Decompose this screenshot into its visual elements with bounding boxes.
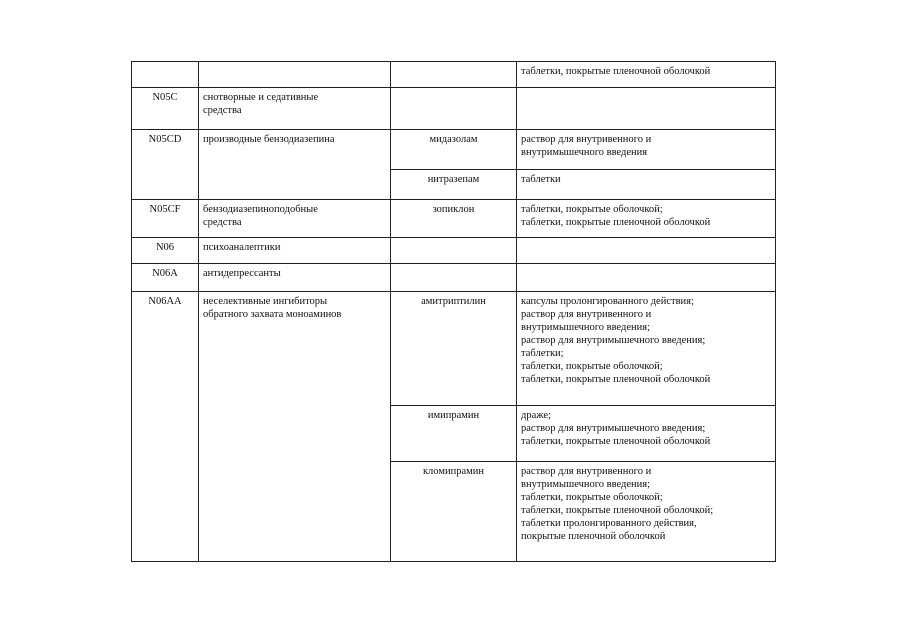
- drug-name-cell: [391, 238, 517, 264]
- group-cell: бензодиазепиноподобные средства: [199, 200, 391, 238]
- atc-code-cell: N05CD: [132, 130, 199, 200]
- dosage-form-cell: капсулы пролонгированного действия; раствор для внутривенного и внутримышечного введения; раствор для внутримышечного введения; таблетки; таблетки, покрытые оболочкой; таблетки, покрытые пленочной оболочкой: [517, 292, 776, 406]
- dosage-form-cell: [517, 88, 776, 130]
- atc-code-cell: N06A: [132, 264, 199, 292]
- table-row: [132, 200, 776, 238]
- drug-name-cell: нитразепам: [391, 170, 517, 200]
- table-row: [132, 130, 776, 170]
- dosage-form-cell: [517, 264, 776, 292]
- group-cell: неселективные ингибиторы обратного захвата моноаминов: [199, 292, 391, 562]
- atc-code-cell: [132, 62, 199, 88]
- group-cell: [199, 62, 391, 88]
- dosage-form-cell: таблетки: [517, 170, 776, 200]
- atc-code-cell: N06AA: [132, 292, 199, 562]
- table-row: [132, 88, 776, 130]
- group-cell: снотворные и седативные средства: [199, 88, 391, 130]
- dosage-form-cell: раствор для внутривенного и внутримышечного введения; таблетки, покрытые оболочкой; таблетки, покрытые пленочной оболочкой; таблетки пролонгированного действия, покрытые пленочной оболочкой: [517, 462, 776, 562]
- drug-name-cell: амитриптилин: [391, 292, 517, 406]
- drug-name-cell: зопиклон: [391, 200, 517, 238]
- dosage-form-cell: раствор для внутривенного и внутримышечного введения: [517, 130, 776, 170]
- dosage-form-cell: драже; раствор для внутримышечного введения; таблетки, покрытые пленочной оболочкой: [517, 406, 776, 462]
- atc-code-cell: N06: [132, 238, 199, 264]
- drug-name-cell: [391, 264, 517, 292]
- group-cell: производные бензодиазепина: [199, 130, 391, 200]
- drug-name-cell: [391, 62, 517, 88]
- drug-name-cell: имипрамин: [391, 406, 517, 462]
- group-cell: психоаналептики: [199, 238, 391, 264]
- drug-name-cell: мидазолам: [391, 130, 517, 170]
- dosage-form-cell: таблетки, покрытые пленочной оболочкой: [517, 62, 776, 88]
- table-row: [132, 292, 776, 406]
- table-row: [132, 264, 776, 292]
- atc-code-cell: N05C: [132, 88, 199, 130]
- atc-code-cell: N05CF: [132, 200, 199, 238]
- medication-table: [131, 61, 776, 562]
- table-row: [132, 238, 776, 264]
- group-cell: антидепрессанты: [199, 264, 391, 292]
- table-row: [132, 62, 776, 88]
- dosage-form-cell: [517, 238, 776, 264]
- drug-name-cell: кломипрамин: [391, 462, 517, 562]
- drug-name-cell: [391, 88, 517, 130]
- dosage-form-cell: таблетки, покрытые оболочкой; таблетки, покрытые пленочной оболочкой: [517, 200, 776, 238]
